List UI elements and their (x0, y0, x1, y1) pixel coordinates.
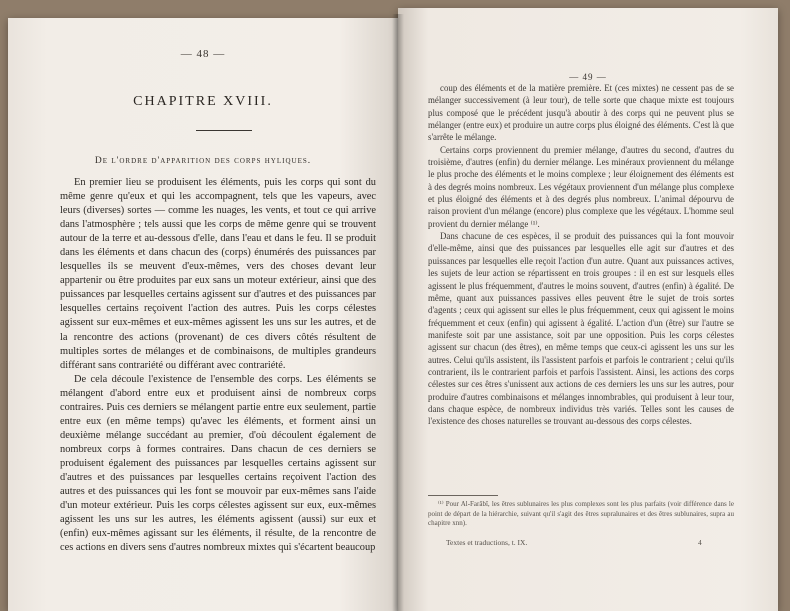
signature-number: 4 (698, 538, 702, 547)
page-number: — 48 — (180, 48, 226, 60)
right-body (428, 82, 734, 428)
chapter-title: CHAPITRE XVIII. (133, 94, 273, 109)
left-page (8, 18, 398, 611)
chapter-divider (196, 130, 252, 131)
paragraph: En premier lieu se produisent les éléments, puis les corps qui sont du même genre qu'eux et qui les accompagnent, tels que les vapeurs, avec leurs (diverses) sortes — comme les nuages, les vents, et tout ce qui arrive dans l'atmosphère ; tels aussi que les corps de même genre qui se trouvent autour de la terre et au-dessous d'elle, dans l'eau et dans le feu. Il se produit dans les éléments et dans chacun des (corps) énumérés des puissances par lesquelles ils se meuvent d'eux-mêmes, vers des choses devant leur appartenir ou être produites par eux sans un moteur extérieur, ainsi que des puissances par lesquelles certains agissent sur d'autres et des puissances par lesquelles certains reçoivent l'action des autres. Puis les corps célestes agissent sur eux-mêmes et eux-mêmes agissent les uns sur les autres, et de la rencontre des actions (provenant) de ces divers côtés résultent de multiples sortes de mélanges et de combinaisons, de multiples grandeurs différant sans contrariété ou différant avec contrariété. (60, 177, 376, 371)
section-title: De l'ordre d'apparition des corps hyliques. (94, 156, 312, 166)
footnote-divider (428, 495, 498, 496)
book-gutter (392, 14, 404, 611)
page-number: — 49 — (569, 72, 607, 82)
paragraph: coup des éléments et de la matière première. Et (ces mixtes) ne cessent pas de se mélanger successivement (à leur tour), de telle sorte que chaque mixte est toujours plus composé que le précédent jusqu'à aboutir à des corps qui ne peuvent plus se mélanger (entre eux) et produire un autre corps plus éloigné des éléments. C'est là que s'arrête le mélange. (428, 83, 734, 143)
signature-title: Textes et traductions, t. IX. (446, 538, 528, 547)
right-page (398, 8, 778, 611)
paragraph: Certains corps proviennent du premier mélange, d'autres du second, d'autres du troisième, d'autres (enfin) du dernier mélange. Les minéraux proviennent du mélange le plus proche des éléments et le moins complexe ; leur éloignement des éléments est à des degrés moins nombreux. Les végétaux proviennent d'un mélange plus complexe et plus éloigné des éléments et à des degrés plus nombreux. L'animal dépourvu de raison provient d'un mélange (encore) plus complexe que les végétaux. L'homme seul provient du dernier mélange ⁽¹⁾. (428, 144, 734, 229)
footnote (428, 500, 734, 529)
paragraph: Dans chacune de ces espèces, il se produit des puissances qui la font mouvoir d'elle-même, ainsi que des puissances par lesquelles elle agit sur d'autres et des puissances par lesquelles elle reçoit l'action d'un autre. Quant aux puissances actives, les sujets de leur action se répartissent en trois groupes : il en est sur lesquels elles agissent le plus fréquemment, d'autres le moins souvent, d'autres (enfin) à égalité. De même, quant aux puissances passives elles peuvent être le sujet de trois sortes d'agents ; ceux qui agissent sur elles le plus fréquemment, ceux qui agissent le moins fréquemment et ceux (enfin) qui agissent à égalité. L'action d'un (être) sur l'autre se manifeste soit par une assistance, soit par une opposition. Puis les corps célestes agissent sur chacun (des êtres), en même temps que ceux-ci agissent les uns sur les autres. Celui qu'ils assistent, ils l'assistent parfois et parfois le contrarient ; celui qu'ils contrarient, ils le contrarient parfois et parfois l'assistent. Ainsi, les actions des corps célestes sur ces êtres s'unissent aux actions de ces derniers les uns sur les autres, pour produire d'autres combinaisons et mélanges innombrables, qui produisent à leur tour, dans chaque espèce, de nombreux individus très variés. Telles sont les causes de l'existence des choses naturelles se trouvant au-dessous des corps célestes. (428, 231, 734, 427)
paragraph: De cela découle l'existence de l'ensemble des corps. Les éléments se mélangent d'abord entre eux et produisent ainsi de nombreux corps contraires. Puis ces derniers se mélangent partie entre eux seulement, partie entre eux (en même temps) qu'avec les éléments, et forment ainsi un deuxième mélange succédant au premier, d'où découlent également de nombreux corps à formes contraires. Dans chacun de ces derniers se produisent également des puissances par lesquelles certains agissent sur d'autres et des puissances par lesquelles certains reçoivent l'action des autres et des puissances qui les font se mouvoir par eux-mêmes sans l'aide d'un moteur extérieur. Puis les corps célestes agissent sur eux, eux-mêmes agissent les uns sur les autres, les éléments agissent (aussi) sur eux et (enfin) eux-mêmes agissant sur les éléments, il résulte, de la rencontre de ces actions en divers sens d'autres nombreux mixtes qui s'écartent beaucoup (60, 373, 376, 554)
footnote-text: ⁽¹⁾ Pour Al-Farâbî, les êtres sublunaires les plus complexes sont les plus parfaits (voir différence dans le point de départ de la hiérarchie, suivant qu'il s'agit des êtres supralunaires et des êtres sublunaires, supra au chapitre xnn). (428, 500, 734, 528)
left-body (60, 176, 376, 555)
